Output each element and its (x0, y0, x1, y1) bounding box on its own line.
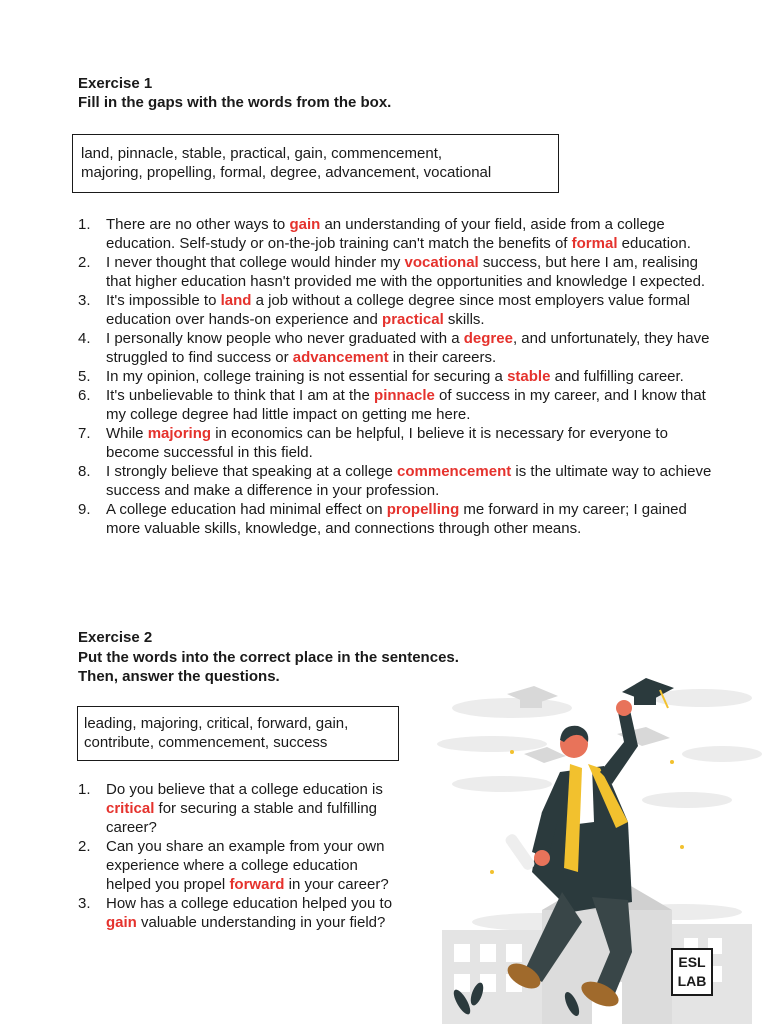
exercise1-word-box (72, 134, 559, 193)
exercise2-item (78, 780, 396, 837)
word-box-line: land, pinnacle, stable, practical, gain, commencement, (81, 145, 443, 162)
sentence-text: I personally know people who never graduated with a (106, 330, 464, 347)
exercise1-item (78, 253, 720, 291)
sentence-text: education. (617, 235, 691, 252)
exercise2-title: Exercise 2 (78, 629, 153, 646)
sentence-text: in their careers. (388, 349, 497, 366)
answer-word: formal (571, 235, 618, 252)
sentence-text: is the ultimate way to achieve success and make a difference in your profession. (106, 463, 712, 499)
answer-word: majoring (147, 425, 212, 442)
word-box-line: majoring, propelling, formal, degree, advancement, vocational (81, 164, 492, 181)
sentence-text: me forward in my career; I gained more valuable skills, knowledge, and connections through other means. (106, 501, 687, 537)
answer-word: propelling (386, 501, 460, 518)
answer-word: forward (229, 876, 285, 893)
exercise1-item (78, 462, 720, 500)
answer-word: practical (382, 311, 444, 328)
answer-word: pinnacle (374, 387, 435, 404)
item-number: 2. (78, 838, 91, 855)
exercise1-item (78, 291, 720, 329)
exercise1-item (78, 500, 720, 538)
answer-word: advancement (292, 349, 389, 366)
logo-line: ESL (678, 954, 706, 970)
exercise1-item (78, 215, 720, 253)
answer-word: degree (463, 330, 513, 347)
sentence-text: of success in my career, and I know that my college degree had little impact on getting me here. (106, 387, 706, 423)
answer-word: stable (507, 368, 551, 385)
exercise2-word-box (77, 706, 399, 761)
exercise2-instruction-1: Put the words into the correct place in the sentences. (78, 649, 459, 666)
sentence-text: for securing a stable and fulfilling career? (106, 800, 378, 836)
sentence-text: in your career? (284, 876, 389, 893)
sentence-text: I never thought that college would hinder my (106, 254, 405, 271)
exercise2-item (78, 894, 396, 932)
item-number: 1. (78, 216, 91, 233)
item-number: 2. (78, 254, 91, 271)
exercise1-sentence-list (78, 215, 720, 538)
answer-word: commencement (397, 463, 512, 480)
sentence-text: success, but here I am, realising that higher education hasn't provided me with the opportunities and knowledge I expected. (106, 254, 706, 290)
logo-line: LAB (677, 973, 707, 989)
word-box-line: leading, majoring, critical, forward, gain, (84, 715, 349, 732)
item-number: 3. (78, 292, 91, 309)
exercise2-item (78, 837, 396, 894)
graduate-illustration (432, 672, 768, 1024)
sentence-text: While (106, 425, 148, 442)
sentence-text: a job without a college degree since most employers value formal education over hands-on experience and (106, 292, 690, 328)
sentence-text: , and unfortunately, they have struggled to find success or (106, 330, 710, 366)
exercise1-title: Exercise 1 (78, 75, 153, 92)
answer-word: gain (106, 914, 137, 931)
item-number: 9. (78, 501, 91, 518)
sentence-text: valuable understanding in your field? (136, 914, 386, 931)
sentence-text: It's unbelievable to think that I am at the (106, 387, 375, 404)
sentence-text: and fulfilling career. (550, 368, 684, 385)
item-number: 7. (78, 425, 91, 442)
sentence-text: I strongly believe that speaking at a college (106, 463, 398, 480)
sentence-text: an understanding of your field, aside from a college education. Self-study or on-the-job training can't match the benefits of (106, 216, 665, 252)
sentence-text: A college education had minimal effect on (106, 501, 387, 518)
exercise1-item (78, 424, 720, 462)
answer-word: critical (106, 800, 155, 817)
sentence-text: in economics can be helpful, I believe it is necessary for everyone to become successful in this field. (106, 425, 668, 461)
answer-word: gain (289, 216, 321, 233)
esl-lab-logo (671, 948, 713, 996)
sentence-text: It's impossible to (106, 292, 221, 309)
exercise2-question-list (78, 780, 396, 932)
word-box-line: contribute, commencement, success (84, 734, 328, 751)
answer-word: vocational (404, 254, 479, 271)
sentence-text: Can you share an example from your own experience where a college education helped you propel (106, 838, 385, 893)
sentence-text: There are no other ways to (106, 216, 290, 233)
item-number: 4. (78, 330, 91, 347)
sentence-text: skills. (443, 311, 485, 328)
exercise1-item (78, 329, 720, 367)
exercise1-item (78, 386, 720, 424)
sentence-text: How has a college education helped you to (106, 895, 393, 912)
exercise1-instruction: Fill in the gaps with the words from the box. (78, 94, 392, 111)
item-number: 1. (78, 781, 91, 798)
sentence-text: Do you believe that a college education is (106, 781, 383, 798)
answer-word: land (220, 292, 252, 309)
exercise2-instruction-2: Then, answer the questions. (78, 668, 280, 685)
item-number: 8. (78, 463, 91, 480)
item-number: 6. (78, 387, 91, 404)
item-number: 3. (78, 895, 91, 912)
graduate-throwing-cap-illustration (432, 672, 768, 1024)
item-number: 5. (78, 368, 91, 385)
exercise1-item (78, 367, 720, 386)
sentence-text: In my opinion, college training is not essential for securing a (106, 368, 508, 385)
